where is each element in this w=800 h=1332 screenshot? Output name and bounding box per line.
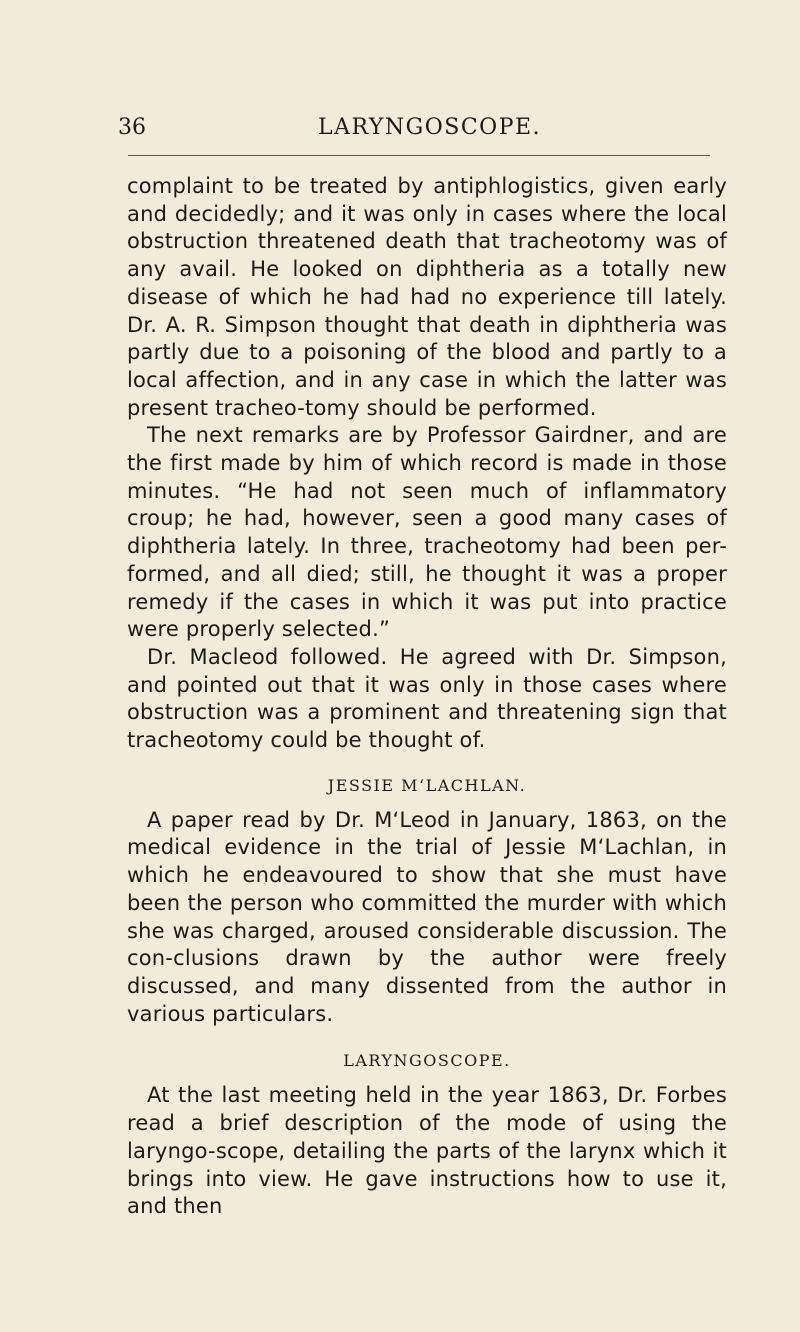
paragraph-gairdner: The next remarks are by Professor Gairdner, and are the first made by him of which record is made in those minutes. “He had not seen much of inflammatory croup; he had, however, seen a good many cases of diphtheria lately. In three, tracheotomy had been per-formed, and all died; still, he thought it was a proper remedy if the cases in which it was put into practice were properly selected.” [127,423,727,642]
paragraph-continued: complaint to be treated by antiphlogistics, given early and decidedly; and it was only in cases where the local obstruction threatened death that tracheotomy was of any avail. He looked on diphtheria as a totally new disease of which he had had no experience till lately. Dr. A. R. Simpson thought that death in diphtheria was partly due to a poisoning of the blood and partly to a local affection, and in any case in which the latter was present tracheo-tomy should be performed. [127,174,727,420]
paragraph-laryngoscope: At the last meeting held in the year 1863, Dr. Forbes read a brief description of the mode of using the laryngo-scope, detailing the parts of the larynx which it brings into view. He gave instructions how to use it, and then [127,1083,727,1219]
paragraph-jessie-mlachlan: A paper read by Dr. M‘Leod in January, 1863, on the medical evidence in the trial of Jessie M‘Lachlan, in which he endeavoured to show that she must have been the person who committed the murder with which she was charged, aroused considerable discussion. The con-clusions drawn by the author were freely discussed, and many dissented from the author in various particulars. [127,807,727,1026]
page-number: 36 [118,115,146,140]
header-rule [128,155,710,156]
body-text [127,173,727,1221]
running-title: LARYNGOSCOPE. [318,115,542,140]
section-heading-laryngoscope: LARYNGOSCOPE. [343,1051,511,1071]
running-head [118,115,708,155]
section-heading-jessie-mlachlan: JESSIE M‘LACHLAN. [327,775,527,795]
paragraph-macleod: Dr. Macleod followed. He agreed with Dr. Simpson, and pointed out that it was only in those cases where obstruction was a prominent and threatening sign that tracheotomy could be thought of. [127,644,727,753]
